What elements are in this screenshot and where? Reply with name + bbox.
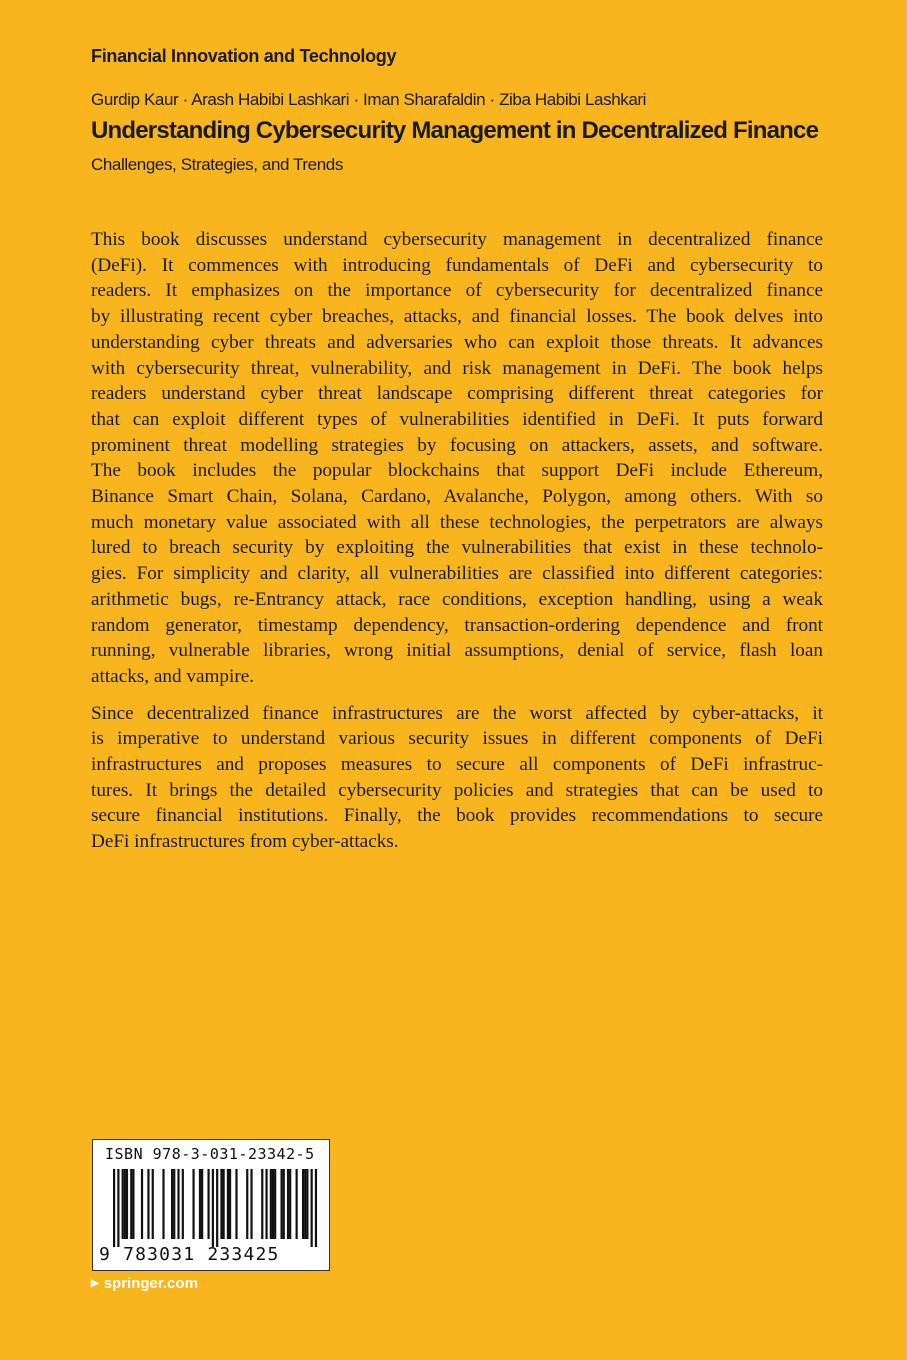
- barcode-bar: [283, 1169, 285, 1239]
- barcode-bar: [117, 1169, 119, 1247]
- blurb-paragraph-2: [91, 701, 823, 855]
- barcode-bar: [311, 1169, 313, 1247]
- blurb-line: with cybersecurity threat, vulnerability, and risk management in DeFi. The book helps: [91, 357, 823, 379]
- blurb-line: lured to breach security by exploiting the vulnerabilities that exist in these technolo-: [91, 537, 823, 559]
- barcode-bar: [246, 1169, 248, 1239]
- blurb-line: running, vulnerable libraries, wrong initial assumptions, denial of service, flash loan: [91, 640, 823, 662]
- blurb-line: is imperative to understand various security issues in different components of DeFi: [91, 728, 823, 750]
- blurb-line: by illustrating recent cyber breaches, attacks, and financial losses. The book delves into: [91, 306, 823, 328]
- barcode-bar: [182, 1169, 184, 1239]
- blurb-line: DeFi infrastructures from cyber-attacks.: [91, 831, 399, 853]
- blurb-line: tures. It brings the detailed cybersecurity policies and strategies that can be used to: [91, 779, 823, 801]
- blurb-line: understanding cyber threats and adversaries who can exploit those threats. It advances: [91, 331, 823, 353]
- barcode-bar: [250, 1169, 252, 1239]
- blurb-line: gies. For simplicity and clarity, all vulnerabilities are classified into different categories:: [91, 563, 823, 585]
- barcode-bar: [207, 1169, 209, 1239]
- barcode-bar: [122, 1169, 124, 1239]
- barcode-bar: [280, 1169, 282, 1239]
- book-title: Understanding Cybersecurity Management in Decentralized Finance: [91, 117, 819, 144]
- blurb-line: This book discusses understand cybersecurity management in decentralized finance: [91, 229, 823, 250]
- barcode-bar: [270, 1169, 272, 1239]
- barcode-bar: [302, 1169, 304, 1239]
- barcode-bar: [147, 1169, 149, 1239]
- blurb-line: readers. It emphasizes on the importance of cybersecurity for decentralized finance: [91, 280, 823, 302]
- barcode-bar: [132, 1169, 134, 1239]
- barcode-bar: [124, 1169, 126, 1239]
- barcode-panel: [92, 1139, 330, 1271]
- barcode-bar: [152, 1169, 154, 1239]
- blurb-line: secure financial institutions. Finally, the book provides recommendations to secure: [91, 805, 823, 827]
- barcode-bar: [171, 1169, 173, 1239]
- blurb-line: Binance Smart Chain, Solana, Cardano, Avalanche, Polygon, among others. With so: [91, 486, 823, 508]
- blurb-line: Since decentralized finance infrastructures are the worst affected by cyber-attacks, it: [91, 702, 823, 724]
- blurb-line: random generator, timestamp dependency, transaction-ordering dependence and front: [91, 614, 823, 636]
- barcode-bar: [177, 1169, 179, 1239]
- barcode-bar: [212, 1169, 214, 1247]
- barcode-bar: [141, 1169, 143, 1239]
- blurb-line: (DeFi). It commences with introducing fundamentals of DeFi and cybersecurity to: [91, 254, 823, 276]
- barcode-bar: [265, 1169, 267, 1239]
- book-subtitle: Challenges, Strategies, and Trends: [91, 155, 343, 174]
- ean-digits: 9 783031 233425: [99, 1244, 280, 1265]
- barcode-bar: [126, 1169, 128, 1239]
- barcode-bar: [289, 1169, 291, 1239]
- barcode-bar: [162, 1169, 164, 1239]
- isbn-label: ISBN 978-3-031-23342-5: [105, 1145, 315, 1163]
- blurb-line: prominent threat modelling strategies by focusing on attackers, assets, and software.: [91, 434, 823, 456]
- barcode-bar: [272, 1169, 274, 1239]
- blurb-line: that can exploit different types of vulnerabilities identified in DeFi. It puts forward: [91, 408, 823, 430]
- barcode-bar: [296, 1169, 298, 1239]
- authors-line: Gurdip Kaur · Arash Habibi Lashkari · Iman Sharafaldin · Ziba Habibi Lashkari: [91, 90, 647, 109]
- barcode-bar: [223, 1169, 225, 1239]
- barcode-bar: [274, 1169, 276, 1239]
- barcode-bar: [287, 1169, 289, 1239]
- barcode-bar: [227, 1169, 229, 1239]
- blurb-line: readers understand cyber threat landscape comprising different threat categories for: [91, 383, 823, 405]
- publisher-link-label: springer.com: [103, 1275, 198, 1292]
- barcode-bar: [235, 1169, 237, 1239]
- blurb: [91, 227, 823, 866]
- barcode-bar: [192, 1169, 194, 1239]
- barcode-bar: [201, 1169, 203, 1239]
- barcode-bar: [216, 1169, 218, 1247]
- barcode-bar: [306, 1169, 308, 1239]
- barcode-bar: [113, 1169, 115, 1247]
- barcode-bar: [315, 1169, 317, 1247]
- blurb-line: attacks, and vampire.: [91, 665, 255, 687]
- barcode-bar: [229, 1169, 231, 1239]
- blurb-line: infrastructures and proposes measures to secure all components of DeFi infrastruc-: [91, 754, 823, 776]
- blurb-line: The book includes the popular blockchains that support DeFi include Ethereum,: [91, 460, 823, 482]
- publisher-link[interactable]: [91, 1275, 198, 1292]
- barcode-bar: [199, 1169, 201, 1239]
- play-arrow-icon: ▶: [91, 1278, 99, 1289]
- barcode-bar: [130, 1169, 132, 1239]
- barcode-bar: [304, 1169, 306, 1239]
- blurb-line: much monetary value associated with all these technologies, the perpetrators are always: [91, 511, 823, 533]
- series-title: Financial Innovation and Technology: [91, 46, 397, 66]
- barcode-bars: [99, 1169, 321, 1247]
- blurb-paragraph-1: [91, 227, 823, 690]
- barcode-bar: [173, 1169, 175, 1239]
- barcode-bar: [220, 1169, 222, 1239]
- barcode-bar: [261, 1169, 263, 1239]
- blurb-line: arithmetic bugs, re-Entrancy attack, race conditions, exception handling, using a weak: [91, 588, 823, 610]
